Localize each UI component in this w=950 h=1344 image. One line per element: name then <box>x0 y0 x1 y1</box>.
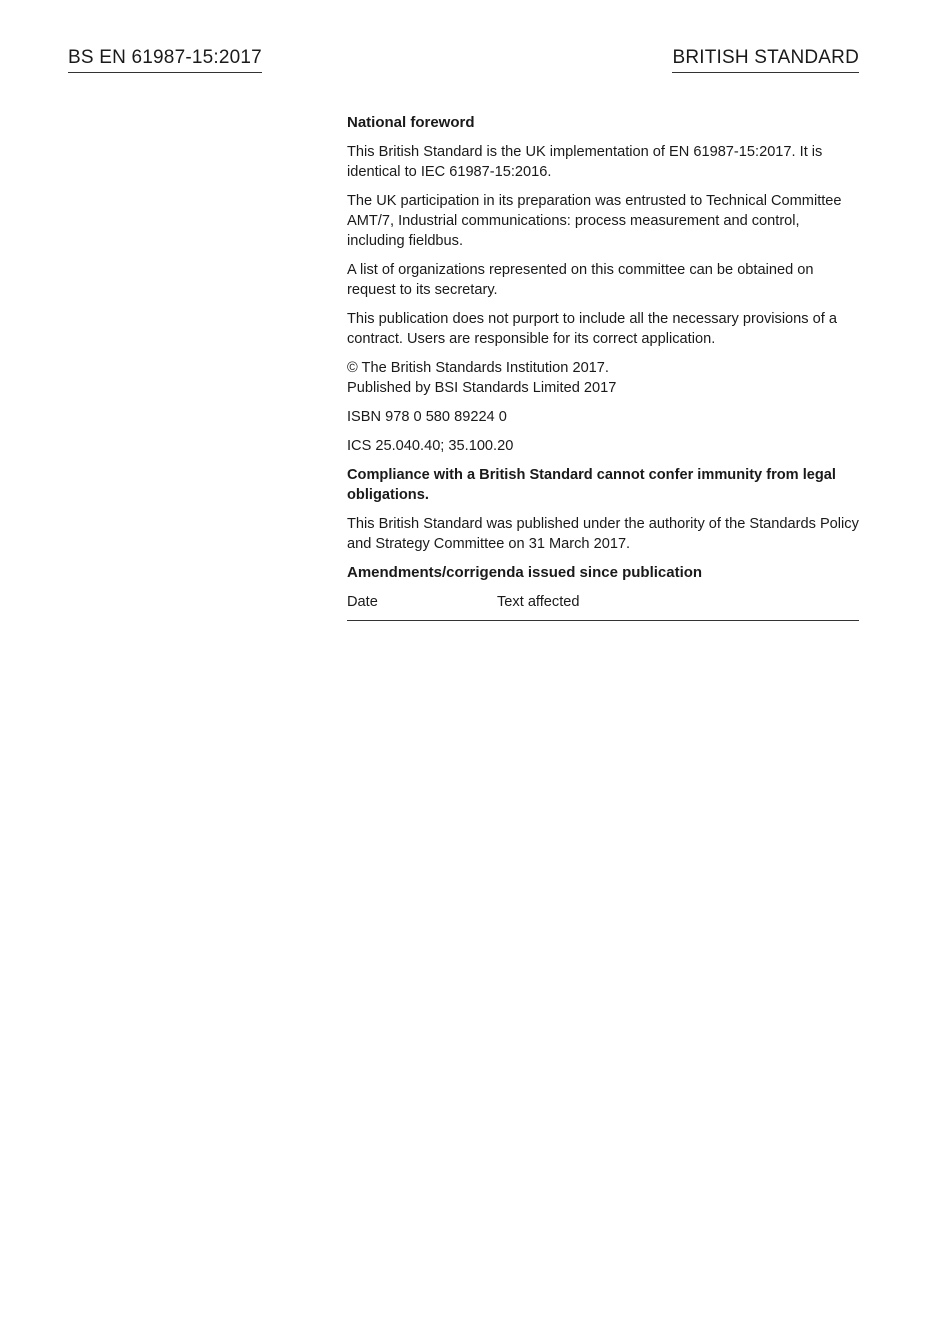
foreword-paragraph-committee: The UK participation in its preparation was entrusted to Technical Committee AMT/7, Industrial communications: process measurement and control, including fieldbus. <box>347 193 842 249</box>
isbn: ISBN 978 0 580 89224 0 <box>347 409 507 425</box>
foreword-section <box>347 113 859 621</box>
column-header-date: Date <box>347 592 497 621</box>
compliance-notice: Compliance with a British Standard cannot confer immunity from legal obligations. <box>347 467 836 503</box>
amendments-title: Amendments/corrigenda issued since publication <box>347 564 703 581</box>
foreword-paragraph-organizations: A list of organizations represented on this committee can be obtained on request to its secretary. <box>347 262 814 298</box>
document-type: BRITISH STANDARD <box>672 46 859 73</box>
publisher-line: Published by BSI Standards Limited 2017 <box>347 380 617 396</box>
foreword-paragraph-provisions: This publication does not purport to include all the necessary provisions of a contract. Users are responsible for its correct application. <box>347 311 837 347</box>
foreword-paragraph-implementation: This British Standard is the UK implementation of EN 61987-15:2017. It is identical to IEC 61987-15:2016. <box>347 144 823 180</box>
foreword-title: National foreword <box>347 114 475 131</box>
column-header-text-affected: Text affected <box>497 592 859 621</box>
copyright-line: © The British Standards Institution 2017. <box>347 360 609 376</box>
ics: ICS 25.040.40; 35.100.20 <box>347 438 514 454</box>
table-header-row <box>347 592 859 621</box>
amendments-table <box>347 592 859 621</box>
authority-statement: This British Standard was published under the authority of the Standards Policy and Strategy Committee on 31 March 2017. <box>347 516 859 552</box>
document-id: BS EN 61987-15:2017 <box>68 46 262 73</box>
copyright-block <box>347 358 859 398</box>
